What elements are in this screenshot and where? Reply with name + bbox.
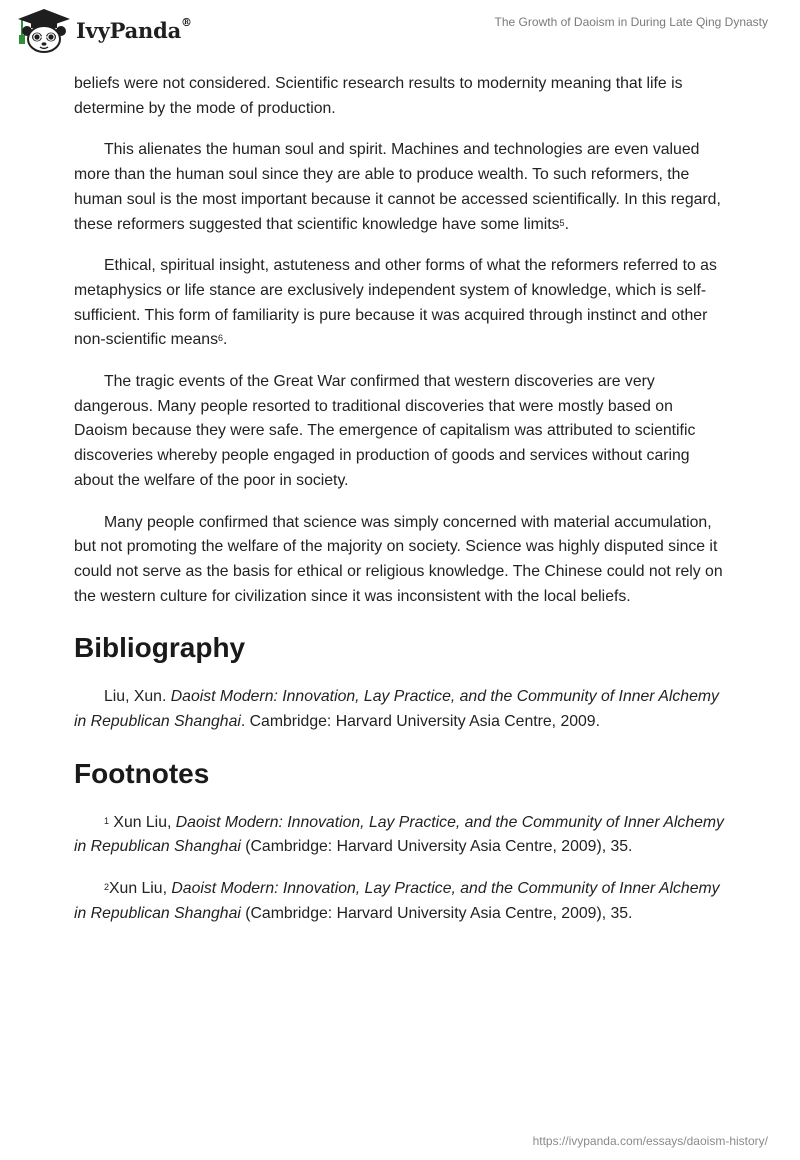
paragraph-3: Ethical, spiritual insight, astuteness and other forms of what the reformers referred to as metaphysics or life stance are exclusively independent system of knowledge, which is self-sufficient. This form of familiarity is pure because it was acquired through instinct and other non-scientific means$^6$.: [74, 257, 717, 349]
logo[interactable]: [14, 6, 192, 54]
bibliography-entry: Liu, Xun. Daoist Modern: Innovation, Lay Practice, and the Community of Inner Alchemy in Republican Shanghai. Cambridge: Harvard University Asia Centre, 2009.: [74, 688, 719, 731]
footnotes-heading: Footnotes: [74, 757, 210, 789]
footnote-ref-6[interactable]: 6: [218, 333, 224, 344]
paragraph-5: Many people confirmed that science was simply concerned with material accumulation, but not promoting the welfare of the majority on society. Science was highly disputed since it could not serve as the basis for ethical or religious knowledge. The Chinese could not rely on the western culture for civilization since it was inconsistent with the local beliefs.: [74, 513, 723, 605]
footnotes: [74, 811, 726, 927]
footnote-ref-5[interactable]: 5: [559, 217, 565, 228]
footnote-number: 1: [104, 815, 110, 826]
document-body: [74, 72, 726, 927]
paragraph-1: beliefs were not considered. Scientific research results to modernity meaning that life is determine by the mode of production.: [74, 75, 683, 117]
bibliography-heading: Bibliography: [74, 632, 246, 664]
panda-graduate-icon: [14, 6, 72, 54]
footnote-1: $^1$ Xun Liu, Daoist Modern: Innovation, Lay Practice, and the Community of Inner Alchemy in Republican Shanghai (Cambridge: Harvard University Asia Centre, 2009), 35.: [74, 813, 724, 856]
brand-name: IvyPanda®: [76, 15, 192, 43]
footnote-number: 2: [104, 882, 110, 893]
paragraph-2: This alienates the human soul and spirit. Machines and technologies are even valued more than the human soul since they are able to produce wealth. To such reformers, the human soul is the most important because it cannot be accessed scientifically. In this regard, these reformers suggested that scientific knowledge have some limits$^5$.: [74, 141, 721, 233]
bibliography: [74, 685, 726, 734]
page-header: [0, 0, 800, 64]
paragraph-4: The tragic events of the Great War confirmed that western discoveries are very dangerous. Many people resorted to traditional discoveries that were mostly based on Daoism because they were safe. The emergence of capitalism was attributed to scientific discoveries whereby people engaged in production of goods and services without caring about the welfare of the poor in society.: [74, 373, 696, 489]
running-title: The Growth of Daoism in During Late Qing Dynasty: [494, 15, 768, 29]
source-url[interactable]: https://ivypanda.com/essays/daoism-history/: [532, 1134, 768, 1148]
footnote-2: $^2$Xun Liu, Daoist Modern: Innovation, Lay Practice, and the Community of Inner Alchemy in Republican Shanghai (Cambridge: Harvard University Asia Centre, 2009), 35.: [74, 880, 720, 922]
